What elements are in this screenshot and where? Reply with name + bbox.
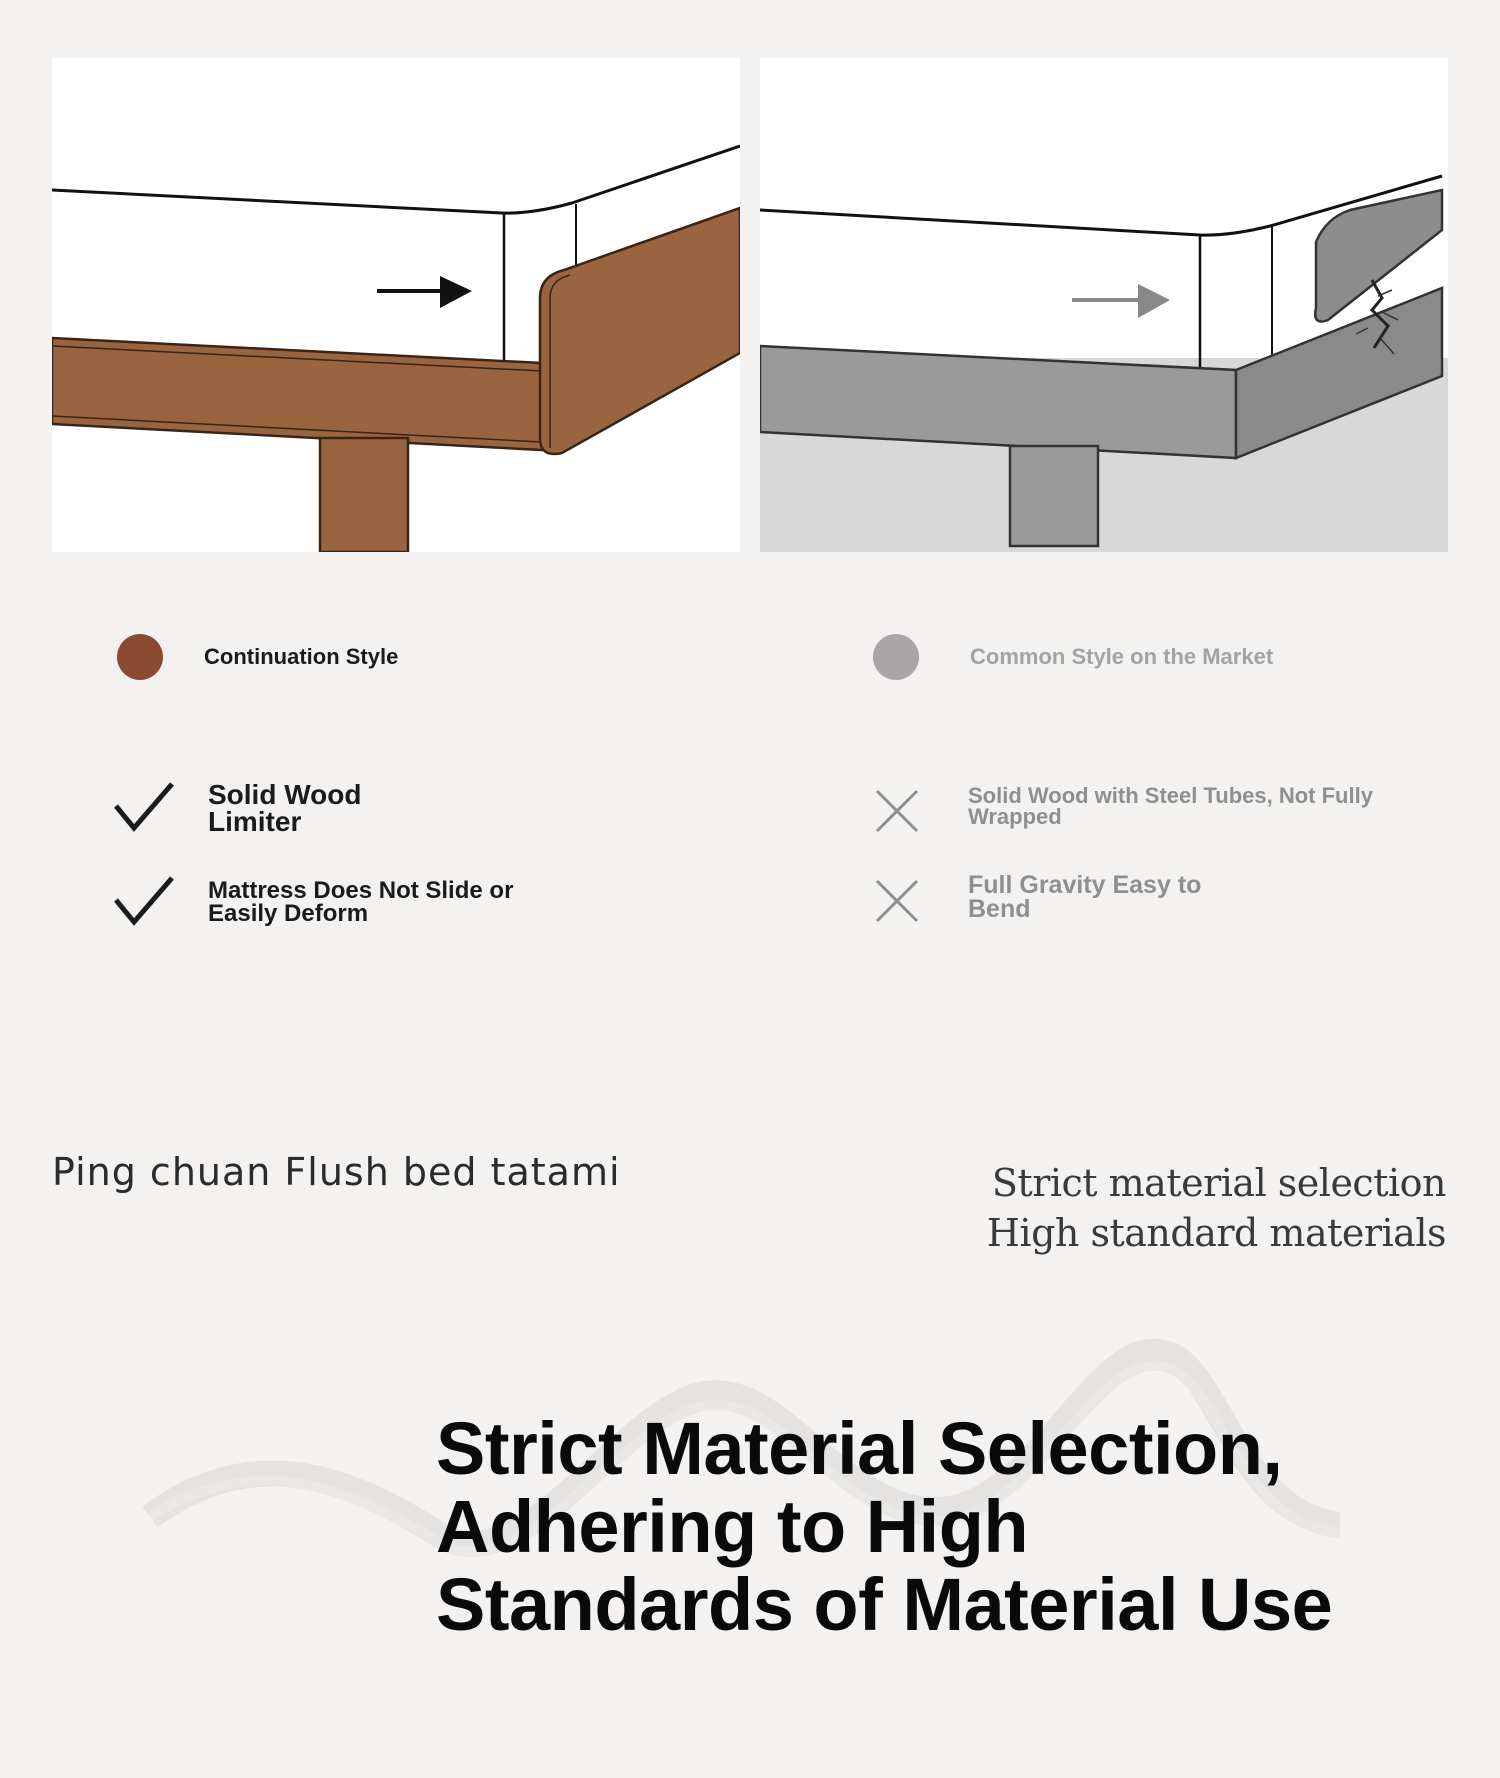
- product-tagline: [987, 1158, 1446, 1258]
- common-style-label: Common Style on the Market: [970, 644, 1274, 669]
- tagline-line: Strict material selection: [991, 1161, 1446, 1205]
- continuation-style-illustration: [52, 58, 740, 552]
- cross-icon: [874, 878, 920, 924]
- feature-full-gravity: [968, 871, 1202, 923]
- feature-line: Solid Wood: [208, 779, 362, 810]
- tagline-line: High standard materials: [986, 1211, 1446, 1255]
- feature-mattress-no-slide: [208, 877, 514, 927]
- continuation-style-label: Continuation Style: [204, 644, 399, 669]
- feature-line: Limiter: [208, 805, 302, 837]
- check-icon: [112, 874, 176, 926]
- continuation-style-swatch: [117, 634, 163, 680]
- headline-line: Standards of Material Use: [436, 1563, 1333, 1646]
- feature-line: Wrapped: [968, 803, 1062, 829]
- feature-line: Bend: [968, 894, 1031, 923]
- feature-steel-tubes: [968, 783, 1373, 829]
- product-name: Ping chuan Flush bed tatami: [52, 1150, 621, 1194]
- headline-line: Adhering to High: [436, 1485, 1029, 1568]
- headline: [436, 1407, 1456, 1646]
- headline-line: Strict Material Selection,: [436, 1407, 1283, 1490]
- feature-line: Easily Deform: [208, 899, 369, 927]
- feature-line: Full Gravity Easy to: [968, 871, 1202, 899]
- common-style-illustration: [760, 58, 1448, 552]
- cross-icon: [874, 788, 920, 834]
- feature-solid-wood-limiter: [208, 779, 362, 837]
- feature-line: Mattress Does Not Slide or: [208, 877, 514, 904]
- check-icon: [112, 780, 176, 832]
- feature-line: Solid Wood with Steel Tubes, Not Fully: [968, 783, 1373, 808]
- common-style-swatch: [873, 634, 919, 680]
